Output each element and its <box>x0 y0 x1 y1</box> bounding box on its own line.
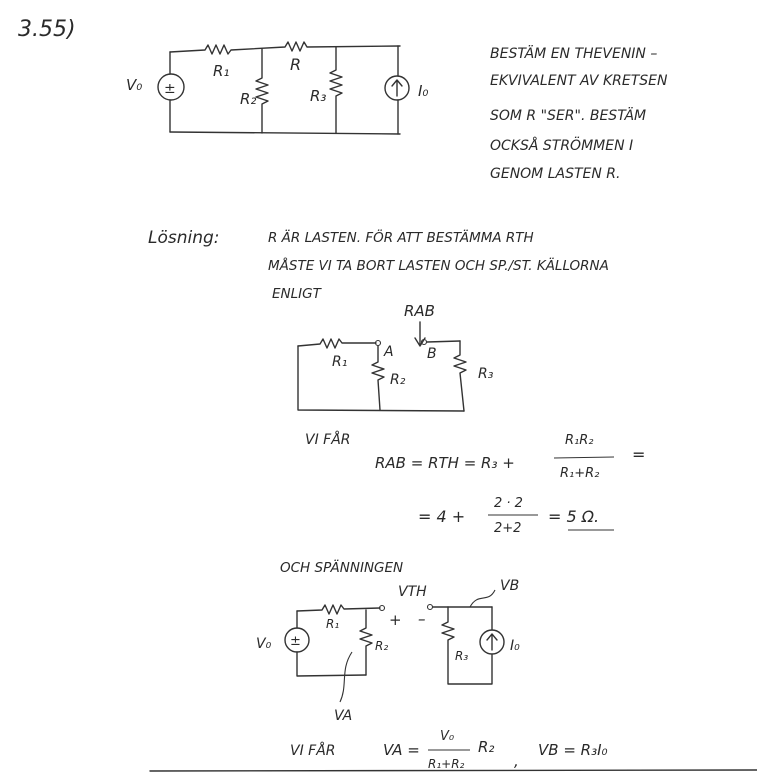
c3-label-plus: + <box>389 611 402 629</box>
c3-i0-arrow-icon <box>487 634 497 650</box>
circuit1-bottom-wire <box>170 132 400 134</box>
c3-v0-plus-minus: ± <box>290 634 301 649</box>
c2-label-r3: R₃ <box>478 366 494 382</box>
problem-line-3: SOM R "SER". BESTÄM <box>490 108 647 124</box>
voltage-heading: OCH SPÄNNINGEN <box>280 560 404 576</box>
c2-label-a: A <box>384 344 394 360</box>
c1-label-r2: R₂ <box>240 90 257 108</box>
rab-frac-num: R₁R₂ <box>565 433 594 448</box>
problem-line-2: EKVIVALENT AV KRETSEN <box>490 73 668 89</box>
c1-label-r1: R₁ <box>213 62 230 80</box>
c3-label-r3: R₃ <box>455 649 469 663</box>
circuit-1 <box>126 42 428 134</box>
rab-frac2-den: 2+2 <box>494 521 522 536</box>
c2-label-r1: R₁ <box>332 354 348 370</box>
c2-label-rab: RAB <box>404 302 435 320</box>
problem-line-5: GENOM LASTEN R. <box>490 166 621 182</box>
c2-label-r2: R₂ <box>390 372 406 388</box>
c2-label-b: B <box>427 346 437 362</box>
solution-line-3: ENLIGT <box>272 286 321 302</box>
circuit1-top-wire <box>170 42 400 54</box>
rab-frac-bar <box>554 457 614 458</box>
vb-expr: VB = R₃I₀ <box>538 741 608 759</box>
page-bottom-line <box>150 770 757 771</box>
va-pointer-line <box>340 652 352 702</box>
c1-label-r3: R₃ <box>310 87 327 105</box>
rab-equations <box>305 431 645 536</box>
c3-label-i0: I₀ <box>510 638 520 654</box>
va-num: V₀ <box>440 729 455 744</box>
solution-heading: Lösning: <box>148 228 220 248</box>
c2-top-left-wire <box>298 339 376 348</box>
c3-label-r2: R₂ <box>375 639 389 653</box>
c3-top-left-wire <box>297 605 380 614</box>
vb-pointer-line <box>470 590 495 607</box>
problem-line-4: OCKSÅ STRÖMMEN I <box>490 138 634 154</box>
c3-r2-resistor-icon <box>360 610 372 675</box>
c3-terminal-minus <box>428 605 433 610</box>
c3-label-va: VA <box>334 708 353 724</box>
c2-r3-resistor-icon <box>454 341 466 411</box>
c3-label-minus: – <box>418 610 426 628</box>
circuit-3 <box>256 578 520 724</box>
final-equations <box>290 729 608 771</box>
c1-label-i0: I₀ <box>418 82 429 100</box>
c3-label-vb: VB <box>500 578 520 594</box>
vi-far-1: VI FÅR <box>305 432 351 448</box>
rab-line2: = 4 + <box>418 507 466 526</box>
final-separator: , <box>514 752 519 770</box>
c2-top-right-wire <box>427 341 460 342</box>
va-den: R₁+R₂ <box>428 757 465 771</box>
c1-label-v0: V₀ <box>126 76 143 94</box>
va-mult: R₂ <box>478 738 495 756</box>
c3-label-v0: V₀ <box>256 636 272 652</box>
i0-arrow-icon <box>392 80 402 96</box>
rab-frac-den: R₁+R₂ <box>560 466 600 481</box>
rab-arrow-icon <box>415 322 425 346</box>
problem-line-1: BESTÄM EN THEVENIN – <box>490 46 658 62</box>
c2-r2-resistor-icon <box>372 346 384 410</box>
rab-frac2-num: 2 · 2 <box>494 496 523 511</box>
v0-plus-minus: ± <box>164 81 176 97</box>
rab-eq-end: = <box>632 445 646 464</box>
va-left: VA = <box>383 741 420 759</box>
solution-line-2: MÅSTE VI TA BORT LASTEN OCH SP./ST. KÄLLORNA <box>268 258 609 274</box>
c1-label-r: R <box>290 55 302 74</box>
c3-label-vth: VTH <box>398 584 427 600</box>
r2-resistor-icon <box>256 49 268 133</box>
rab-line1: RAB = RTH = R₃ + <box>375 454 515 472</box>
vi-far-2: VI FÅR <box>290 743 336 759</box>
c3-label-r1: R₁ <box>326 617 340 631</box>
circuit-2 <box>298 302 494 411</box>
problem-number: 3.55) <box>18 17 76 42</box>
solution-line-1: R ÄR LASTEN. FÖR ATT BESTÄMMA RTH <box>268 230 534 246</box>
rab-result: = 5 Ω. <box>548 507 600 526</box>
problem-statement <box>490 44 668 182</box>
c3-r3-resistor-icon <box>442 607 492 684</box>
r3-resistor-icon <box>330 47 342 133</box>
